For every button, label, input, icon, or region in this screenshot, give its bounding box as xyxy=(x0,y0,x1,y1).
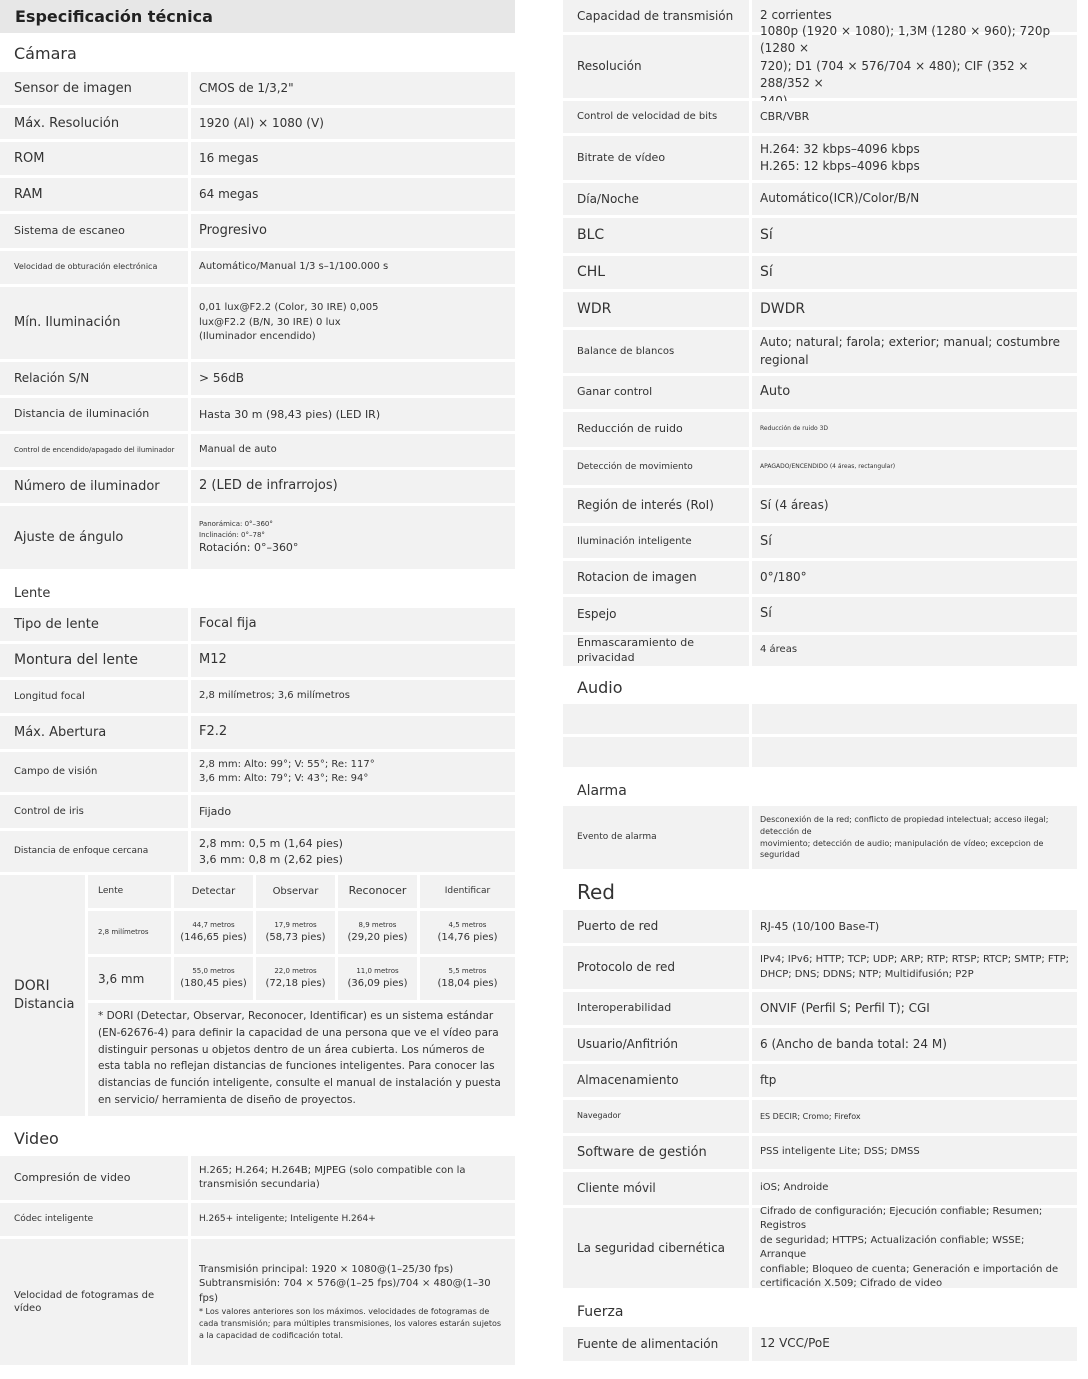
spec-value xyxy=(752,292,1077,327)
spec-row xyxy=(563,488,1077,526)
dori-head-recognize: Reconocer xyxy=(338,875,420,908)
spec-value xyxy=(752,1064,1077,1097)
spec-row xyxy=(563,1100,1077,1136)
dori-note: * DORI (Detectar, Observar, Reconocer, Identificar) es un sistema estándar (EN-62676-4) para definir la capacidad de una persona que ve el vídeo para distinguir personas u objetos dentro de un área cubierta. Los números de esta tabla no reflejan distancias de funciones inteligentes. Para conocer las distancias de función inteligente, consulte el manual de instalación y puesta en servicio/ herramienta de diseño de proyectos. xyxy=(88,1003,515,1116)
spec-value-line: 64 megas xyxy=(199,186,259,201)
spec-value-line: 2,8 mm: 0,5 m (1,64 pies) xyxy=(199,836,343,850)
spec-value-line: Manual de auto xyxy=(199,444,277,456)
spec-row xyxy=(0,251,515,287)
spec-value-line: 4 áreas xyxy=(760,644,798,656)
spec-key: Sistema de escaneo xyxy=(0,214,191,248)
spec-value xyxy=(752,597,1077,632)
spec-value-line: (Iluminador encendido) xyxy=(199,331,316,343)
spec-key: Máx. Resolución xyxy=(0,108,191,139)
spec-key: Velocidad de obturación electrónica xyxy=(0,251,191,284)
spec-value-line: 2 (LED de infrarrojos) xyxy=(199,478,338,494)
dori-ft: (58,73 pies) xyxy=(265,932,326,944)
dori-m: 5,5 metros xyxy=(448,966,487,975)
section-camera: Cámara xyxy=(0,34,515,72)
spec-value-line: H.265+ inteligente; Inteligente H.264+ xyxy=(199,1213,376,1224)
spec-value xyxy=(191,1239,515,1365)
spec-value xyxy=(752,561,1077,594)
spec-value-line: 3,6 mm: Alto: 79°; V: 43°; Re: 94° xyxy=(199,773,369,784)
audio-empty-row xyxy=(563,737,1077,770)
spec-row xyxy=(563,992,1077,1028)
spec-row xyxy=(563,218,1077,256)
spec-key: Máx. Abertura xyxy=(0,716,191,749)
spec-row xyxy=(0,608,515,644)
spec-row xyxy=(563,526,1077,561)
spec-row xyxy=(563,101,1077,136)
spec-value-line: RJ-45 (10/100 Base-T) xyxy=(760,919,880,933)
lens-table xyxy=(0,608,515,875)
spec-key: Evento de alarma xyxy=(563,806,752,869)
dori-cell xyxy=(420,911,515,954)
spec-key: Día/Noche xyxy=(563,183,752,215)
spec-value xyxy=(191,362,515,395)
spec-key: BLC xyxy=(563,218,752,253)
spec-value-line: F2.2 xyxy=(199,724,228,740)
spec-value xyxy=(191,214,515,248)
spec-key: Sensor de imagen xyxy=(0,72,191,105)
spec-key: Balance de blancos xyxy=(563,330,752,373)
dori-m: 22,0 metros xyxy=(274,966,317,975)
spec-key: Interoperabilidad xyxy=(563,992,752,1025)
spec-key: Distancia de iluminación xyxy=(0,398,191,431)
spec-value xyxy=(191,1156,515,1200)
spec-value xyxy=(752,330,1077,373)
row-key xyxy=(563,737,752,767)
spec-value-line: Panorámica: 0°–360° xyxy=(199,520,273,529)
spec-key: ROM xyxy=(0,142,191,175)
spec-row xyxy=(563,1205,1077,1291)
spec-key: Ajuste de ángulo xyxy=(0,506,191,569)
dori-m: 55,0 metros xyxy=(192,966,235,975)
dori-cell xyxy=(174,957,256,1000)
spec-value-line: Reducción de ruido 3D xyxy=(760,425,829,433)
dori-head-row xyxy=(88,875,515,911)
dori-m: 17,9 metros xyxy=(274,920,317,929)
spec-value-line: de seguridad; HTTPS; Actualización confiable; WSSE; Arranque xyxy=(760,1234,1025,1260)
spec-value-line: transmisión secundaria) xyxy=(199,1179,320,1190)
spec-row xyxy=(563,1028,1077,1064)
section-power: Fuerza xyxy=(563,1291,1077,1327)
spec-value-line: regional xyxy=(760,352,809,367)
spec-value-line: 2,8 mm: Alto: 99°; V: 55°; Re: 117° xyxy=(199,758,375,770)
spec-value-line: PSS inteligente Lite; DSS; DMSS xyxy=(760,1146,920,1158)
spec-value-line: Subtransmisión: 704 × 576@(1–25 fps)/704 × 480@(1–30 xyxy=(199,1278,491,1290)
dori-ft: (29,20 pies) xyxy=(347,932,408,944)
spec-key: Región de interés (RoI) xyxy=(563,488,752,523)
spec-value xyxy=(191,287,515,359)
spec-key: Enmascaramiento de privacidad xyxy=(563,635,752,666)
spec-key: Compresión de video xyxy=(0,1156,191,1200)
spec-row xyxy=(563,806,1077,872)
spec-row xyxy=(0,680,515,716)
spec-row xyxy=(563,376,1077,412)
spec-value-line: Hasta 30 m (98,43 pies) (LED IR) xyxy=(199,407,381,421)
spec-row xyxy=(563,1136,1077,1172)
spec-value-line: 0°/180° xyxy=(760,569,807,584)
dori-cell xyxy=(338,911,420,954)
spec-value xyxy=(191,644,515,677)
left-column xyxy=(0,0,515,1368)
dori-row-36 xyxy=(88,957,515,1003)
dori-label xyxy=(0,875,88,1116)
spec-value-line: 12 VCC/PoE xyxy=(760,1336,830,1351)
spec-value xyxy=(752,218,1077,253)
section-video: Video xyxy=(0,1119,515,1156)
spec-value-line: > 56dB xyxy=(199,370,244,385)
spec-value xyxy=(752,526,1077,558)
spec-key: Relación S/N xyxy=(0,362,191,395)
spec-row xyxy=(0,108,515,142)
spec-row xyxy=(0,362,515,398)
power-table xyxy=(563,1327,1077,1364)
spec-value-line: lux@F2.2 (B/N, 30 IRE) 0 lux xyxy=(199,316,341,328)
spec-value-line: 2 corrientes xyxy=(760,8,832,23)
spec-value xyxy=(752,946,1077,989)
spec-row xyxy=(563,1064,1077,1100)
spec-value-line: Automático(ICR)/Color/B/N xyxy=(760,191,920,206)
spec-value-line: DWDR xyxy=(760,301,806,318)
section-alarm: Alarma xyxy=(563,770,1077,806)
spec-row xyxy=(0,716,515,752)
spec-row xyxy=(0,398,515,434)
spec-key: Ganar control xyxy=(563,376,752,409)
spec-key: Rotacion de imagen xyxy=(563,561,752,594)
spec-value xyxy=(191,608,515,641)
spec-row xyxy=(563,1172,1077,1208)
dori-ft: (14,76 pies) xyxy=(437,932,498,944)
spec-value xyxy=(191,470,515,503)
spec-value-line: Cifrado de configuración; Ejecución confiable; Resumen; Registros xyxy=(760,1205,1043,1231)
spec-value-line: 0,01 lux@F2.2 (Color, 30 IRE) 0,005 xyxy=(199,302,379,314)
spec-value-line: Transmisión principal: 1920 × 1080@(1–25/30 fps) xyxy=(199,1263,454,1275)
spec-value xyxy=(752,450,1077,485)
spec-value xyxy=(752,992,1077,1025)
spec-row xyxy=(0,287,515,362)
spec-value-line: iOS; Androide xyxy=(760,1182,829,1194)
spec-key: Longitud focal xyxy=(0,680,191,713)
section-lens: Lente xyxy=(0,572,515,608)
spec-value-line: H.265; H.264; H.264B; MJPEG (solo compatible con la xyxy=(199,1164,466,1176)
spec-key: Montura del lente xyxy=(0,644,191,677)
spec-value-line: CMOS de 1/3,2" xyxy=(199,80,294,95)
spec-value-line: Sí xyxy=(760,606,772,622)
dori-ft: (146,65 pies) xyxy=(180,932,247,944)
spec-row xyxy=(563,597,1077,635)
camera-table xyxy=(0,72,515,572)
spec-key: Puerto de red xyxy=(563,910,752,943)
spec-value xyxy=(752,910,1077,943)
dori-m: 8,9 metros xyxy=(358,920,397,929)
section-network: Red xyxy=(563,872,1077,910)
spec-row xyxy=(0,506,515,572)
spec-value-line: M12 xyxy=(199,652,227,668)
spec-value-line: Fijado xyxy=(199,804,232,818)
spec-value-line: movimiento; detección de audio; manipulación de vídeo; excepcion de seguridad xyxy=(760,838,1044,860)
dori-cell xyxy=(420,957,515,1000)
spec-value xyxy=(752,1136,1077,1169)
dori-m: 44,7 metros xyxy=(192,920,235,929)
spec-value xyxy=(191,795,515,828)
spec-value-line: DHCP; DNS; DDNS; NTP; Multidifusión; P2P xyxy=(760,968,974,980)
spec-row xyxy=(563,635,1077,669)
dori-ft: (18,04 pies) xyxy=(437,978,498,990)
dori-label-1: DORI xyxy=(14,977,50,994)
spec-value xyxy=(752,24,1077,98)
dori-row-28 xyxy=(88,911,515,957)
spec-value xyxy=(752,183,1077,215)
spec-row xyxy=(563,256,1077,292)
spec-value xyxy=(191,752,515,792)
spec-key: Protocolo de red xyxy=(563,946,752,989)
spec-row xyxy=(0,470,515,506)
dori-head-identify: Identificar xyxy=(420,875,515,908)
spec-key: Fuente de alimentación xyxy=(563,1327,752,1361)
right-column xyxy=(563,0,1077,1364)
spec-key: Control de velocidad de bits xyxy=(563,101,752,133)
spec-key: Velocidad de fotogramas de vídeo xyxy=(0,1239,191,1365)
spec-key: Almacenamiento xyxy=(563,1064,752,1097)
spec-value xyxy=(191,142,515,175)
spec-key: Usuario/Anfitrión xyxy=(563,1028,752,1061)
spec-value-line: Focal fija xyxy=(199,616,257,632)
spec-key: Bitrate de vídeo xyxy=(563,136,752,180)
spec-value xyxy=(191,72,515,105)
spec-row xyxy=(563,183,1077,218)
dori-cell xyxy=(338,957,420,1000)
dori-cell xyxy=(174,911,256,954)
spec-key: Mín. Iluminación xyxy=(0,287,191,359)
spec-value xyxy=(752,376,1077,409)
spec-value-line: ES DECIR; Cromo; Firefox xyxy=(760,1111,861,1121)
row-value xyxy=(752,704,1077,734)
spec-key: Número de iluminador xyxy=(0,470,191,503)
spec-value-line: Sí xyxy=(760,533,772,549)
spec-row xyxy=(0,142,515,178)
dori-lens-28: 2,8 milímetros xyxy=(88,911,174,954)
spec-key: Campo de visión xyxy=(0,752,191,792)
spec-value-line: certificación X.509; Cifrado de video xyxy=(760,1278,943,1289)
spec-row xyxy=(0,1156,515,1203)
spec-key: Capacidad de transmisión xyxy=(563,0,752,32)
dori-head-lens: Lente xyxy=(88,875,174,908)
spec-value-line: 3,6 mm: 0,8 m (2,62 pies) xyxy=(199,852,343,866)
spec-value-line: H.264: 32 kbps–4096 kbps xyxy=(760,141,920,156)
spec-row xyxy=(0,72,515,108)
spec-value xyxy=(191,831,515,872)
spec-value-line: CBR/VBR xyxy=(760,110,810,124)
spec-value xyxy=(191,398,515,431)
dori-label-2: Distancia xyxy=(14,997,75,1013)
right-video-table xyxy=(563,0,1077,669)
spec-value-line: Progresivo xyxy=(199,222,267,238)
dori-m: 11,0 metros xyxy=(356,966,399,975)
spec-row xyxy=(0,1203,515,1239)
network-table xyxy=(563,910,1077,1291)
spec-value xyxy=(752,488,1077,523)
spec-row xyxy=(0,178,515,214)
spec-row xyxy=(0,795,515,831)
spec-value-line: Sí (4 áreas) xyxy=(760,497,829,512)
spec-value-line: confiable; Bloqueo de cuenta; Generación e importación de xyxy=(760,1263,1059,1275)
spec-key: La seguridad cibernética xyxy=(563,1208,752,1288)
spec-header: Especificación técnica xyxy=(0,0,515,34)
spec-value-line: 1920 (Al) × 1080 (V) xyxy=(199,115,324,130)
alarm-table xyxy=(563,806,1077,872)
spec-value-line: 720); D1 (704 × 576/704 × 480); CIF (352 × 288/352 × xyxy=(760,58,1029,91)
spec-key: Navegador xyxy=(563,1100,752,1133)
spec-key: CHL xyxy=(563,256,752,289)
spec-value-line: Automático/Manual 1/3 s–1/100.000 s xyxy=(199,261,389,273)
section-audio: Audio xyxy=(563,669,1077,704)
spec-row xyxy=(0,644,515,680)
spec-value xyxy=(752,1028,1077,1061)
spec-value-line: 6 (Ancho de banda total: 24 M) xyxy=(760,1036,947,1051)
row-value xyxy=(752,737,1077,767)
spec-row xyxy=(563,910,1077,946)
spec-value xyxy=(752,1205,1077,1289)
spec-key: WDR xyxy=(563,292,752,327)
spec-value xyxy=(191,108,515,139)
spec-row xyxy=(563,450,1077,488)
dori-cell xyxy=(256,957,338,1000)
spec-value xyxy=(752,136,1077,180)
spec-key: Reducción de ruido xyxy=(563,412,752,447)
dori-ft: (36,09 pies) xyxy=(347,978,408,990)
spec-row xyxy=(0,214,515,251)
dori-table xyxy=(0,875,515,1119)
spec-row xyxy=(563,136,1077,183)
video-table xyxy=(0,1156,515,1368)
spec-key: Espejo xyxy=(563,597,752,632)
spec-key: Cliente móvil xyxy=(563,1172,752,1205)
spec-value-line: a la capacidad de codificación total. xyxy=(199,1330,344,1340)
spec-value-line: ONVIF (Perfil S; Perfil T); CGI xyxy=(760,1000,930,1015)
dori-body xyxy=(88,875,515,1116)
spec-key: Software de gestión xyxy=(563,1136,752,1169)
dori-lens-36: 3,6 mm xyxy=(88,957,174,1000)
spec-row xyxy=(563,24,1077,101)
spec-value-line: Auto; natural; farola; exterior; manual; costumbre xyxy=(760,335,1061,350)
spec-value-line: cada transmisión; para múltiples transmisiones, los valores estarán sujetos xyxy=(199,1318,502,1328)
spec-value xyxy=(752,1100,1077,1133)
spec-row xyxy=(0,434,515,470)
spec-row xyxy=(563,292,1077,330)
spec-row xyxy=(0,752,515,795)
spec-row xyxy=(563,330,1077,376)
spec-value xyxy=(752,101,1077,133)
spec-key: Control de encendido/apagado del iluminador xyxy=(0,434,191,467)
spec-row xyxy=(0,831,515,875)
spec-key: Resolución xyxy=(563,35,752,98)
spec-key: Iluminación inteligente xyxy=(563,526,752,558)
spec-value xyxy=(752,1327,1077,1361)
row-key xyxy=(563,704,752,734)
spec-value-line: 1080p (1920 × 1080); 1,3M (1280 × 960); 720p (1280 × xyxy=(760,24,1051,56)
spec-value xyxy=(191,506,515,569)
spec-value xyxy=(191,680,515,713)
spec-value xyxy=(191,716,515,749)
spec-value-line: APAGADO/ENCENDIDO (4 áreas, rectangular) xyxy=(760,463,896,471)
spec-value-line: 16 megas xyxy=(199,150,259,165)
spec-row xyxy=(563,946,1077,992)
spec-key: Detección de movimiento xyxy=(563,450,752,485)
dori-head-observe: Observar xyxy=(256,875,338,908)
dori-m: 4,5 metros xyxy=(448,920,487,929)
spec-value xyxy=(191,251,515,284)
spec-row xyxy=(563,1327,1077,1364)
spec-row xyxy=(563,561,1077,597)
spec-value xyxy=(191,178,515,211)
spec-value xyxy=(191,434,515,467)
spec-value-line: ftp xyxy=(760,1072,777,1087)
spec-key: Control de iris xyxy=(0,795,191,828)
spec-value-line: Desconexión de la red; conflicto de propiedad intelectual; acceso ilegal; detección de xyxy=(760,815,1049,836)
spec-value xyxy=(752,256,1077,289)
spec-value-line: Inclinación: 0°–78° xyxy=(199,530,265,539)
spec-key: Códec inteligente xyxy=(0,1203,191,1236)
spec-row xyxy=(563,412,1077,450)
spec-value-line: * Los valores anteriores son los máximos. velocidades de fotogramas de xyxy=(199,1307,490,1317)
spec-value-line: H.265: 12 kbps–4096 kbps xyxy=(760,159,920,173)
spec-value-line: fps) xyxy=(199,1292,218,1304)
spec-key: Distancia de enfoque cercana xyxy=(0,831,191,872)
spec-value-line: IPv4; IPv6; HTTP; TCP; UDP; ARP; RTP; RTSP; RTCP; SMTP; FTP; xyxy=(760,954,1070,965)
spec-value-line: Sí xyxy=(760,227,773,244)
spec-key: RAM xyxy=(0,178,191,211)
spec-value-line: Auto xyxy=(760,384,791,400)
dori-cell xyxy=(256,911,338,954)
spec-value xyxy=(752,635,1077,666)
spec-value xyxy=(752,412,1077,447)
dori-ft: (180,45 pies) xyxy=(180,978,247,990)
dori-ft: (72,18 pies) xyxy=(265,978,326,990)
spec-value-line: 2,8 milímetros; 3,6 milímetros xyxy=(199,690,350,702)
spec-value-line: Sí xyxy=(760,264,773,281)
spec-row xyxy=(0,1239,515,1368)
spec-value-line: Rotación: 0°–360° xyxy=(199,540,299,554)
audio-empty-row xyxy=(563,704,1077,737)
spec-value xyxy=(752,1172,1077,1205)
dori-head-detect: Detectar xyxy=(174,875,256,908)
spec-key: Tipo de lente xyxy=(0,608,191,641)
spec-value xyxy=(752,806,1077,869)
spec-value xyxy=(191,1203,515,1236)
